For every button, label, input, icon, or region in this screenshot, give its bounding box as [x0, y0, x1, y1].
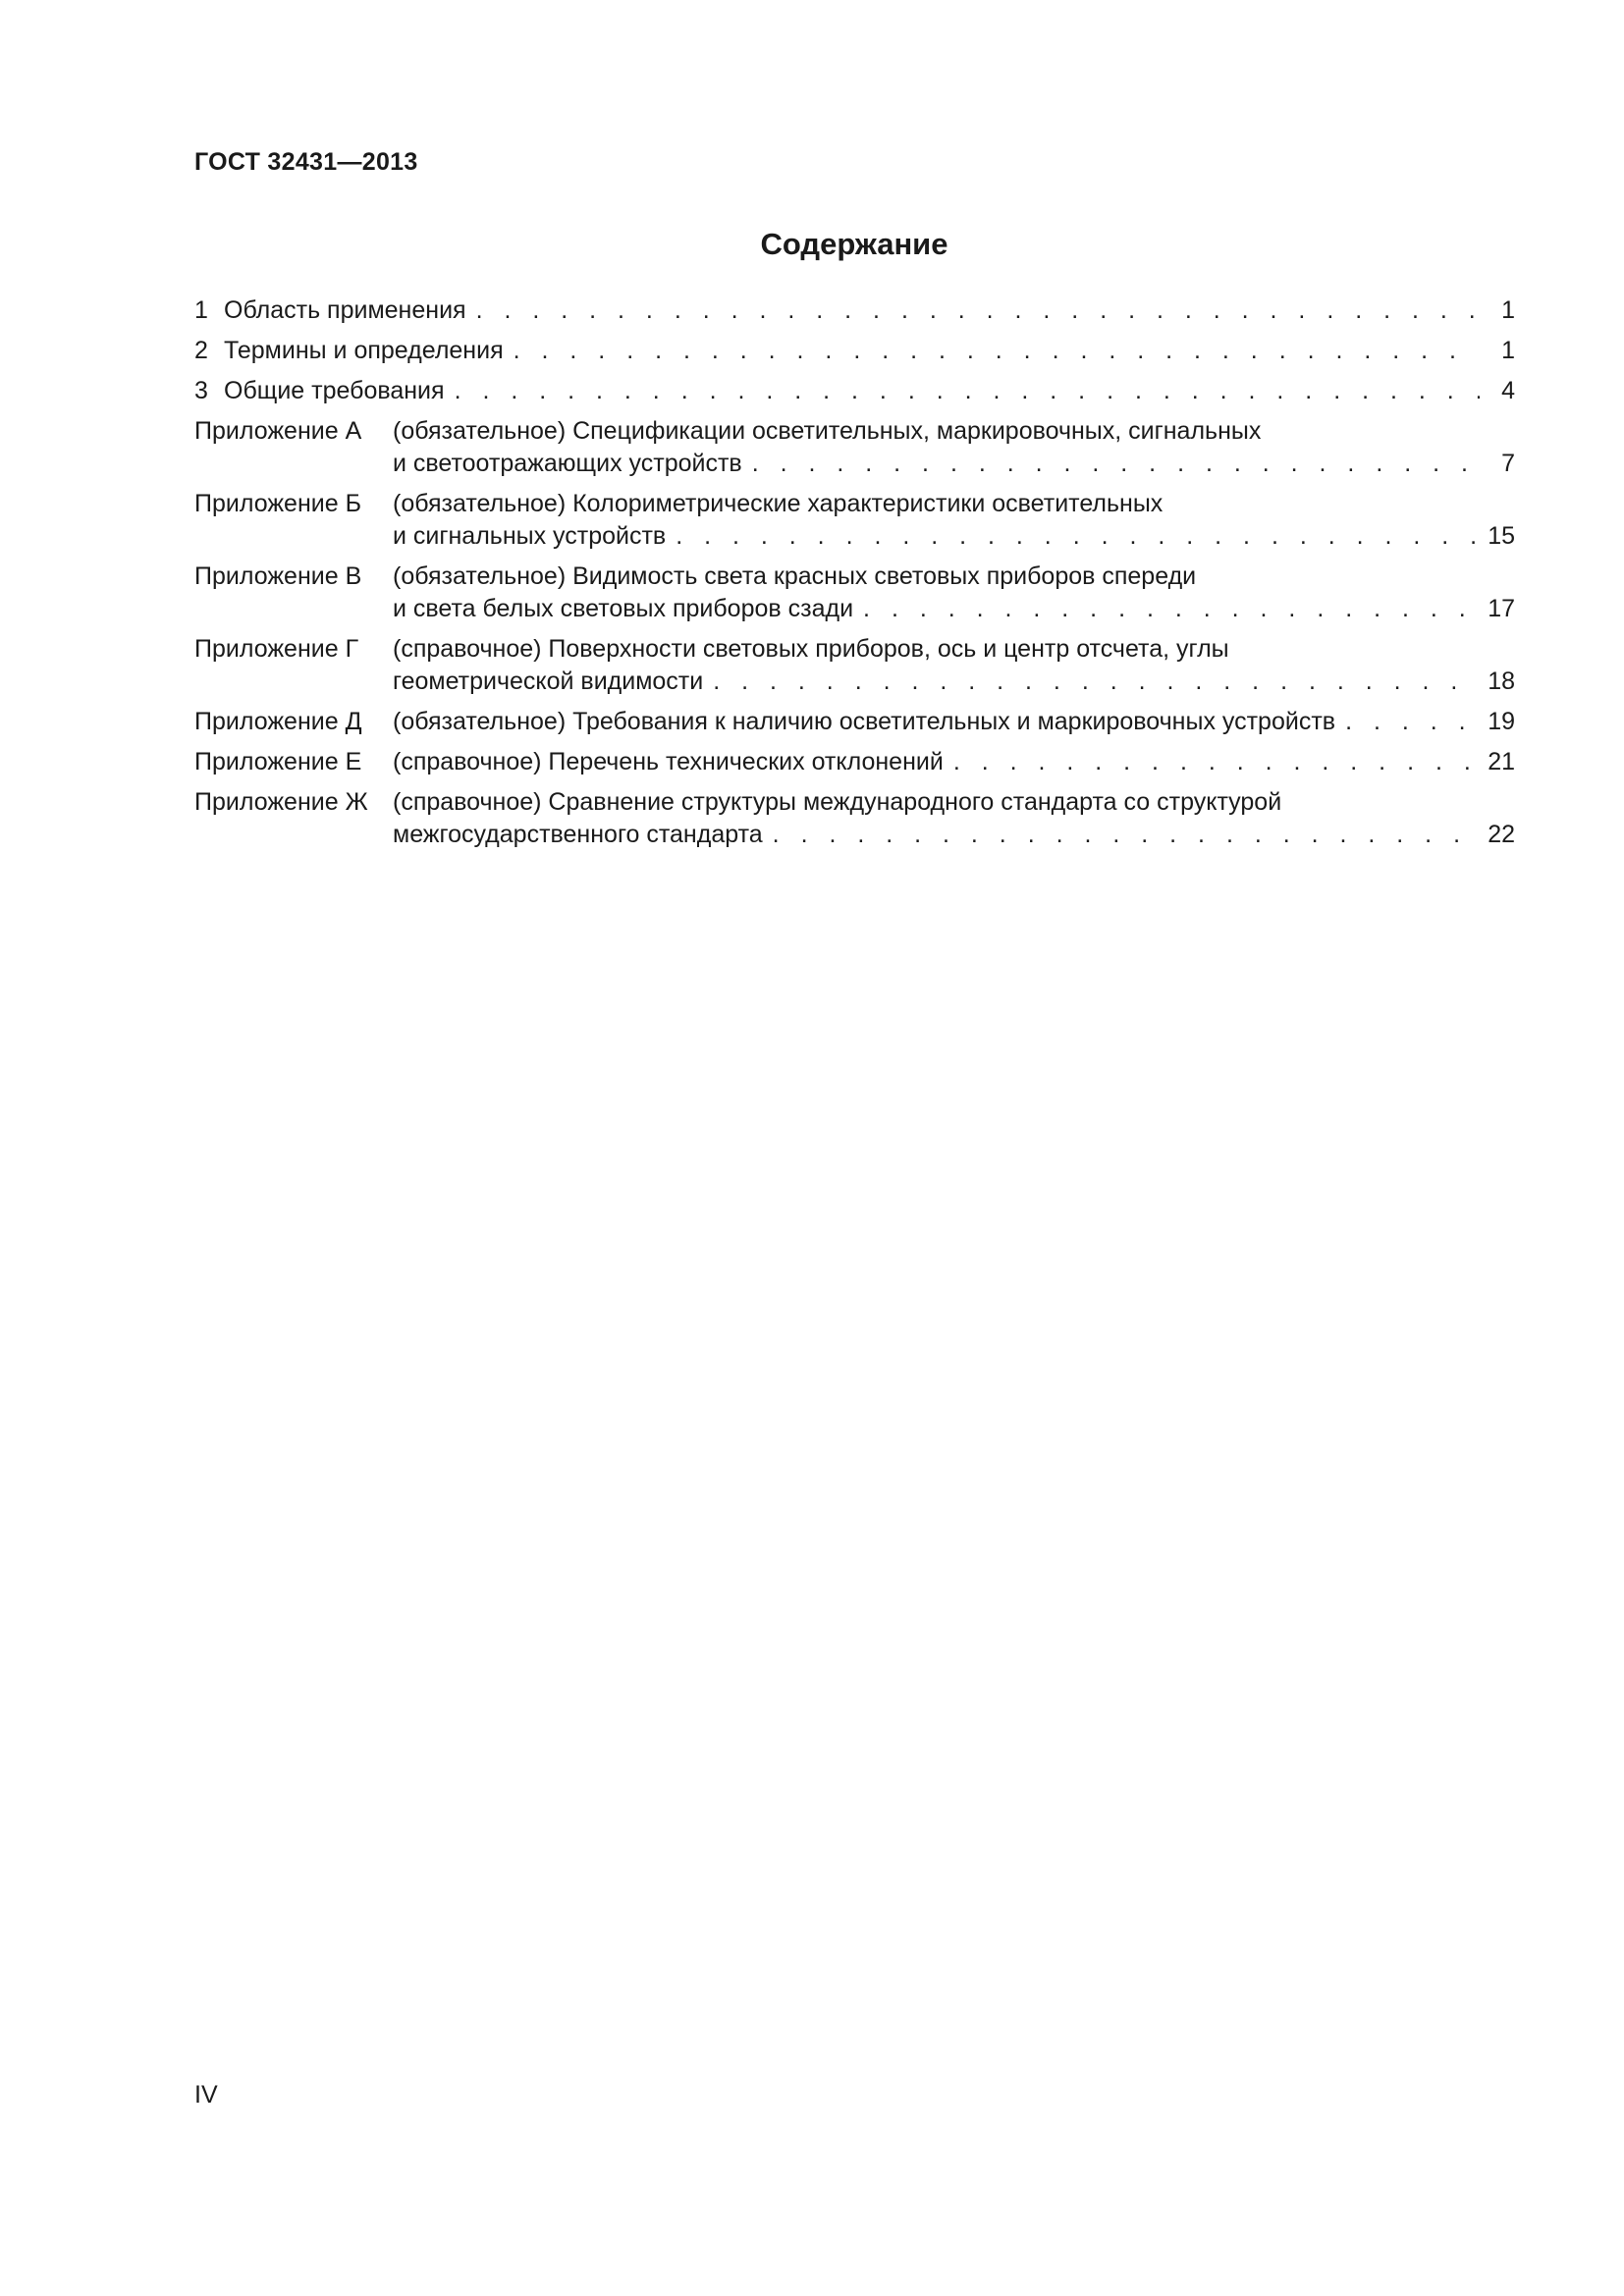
section-number: 1 — [194, 296, 208, 324]
annex-title-line: межгосударственного стандарта — [393, 821, 763, 848]
annex-title-line: и светоотражающих устройств — [393, 450, 742, 477]
section-title: Общие требования — [224, 377, 445, 404]
section-number: 3 — [194, 377, 208, 404]
toc-entry-annex-e[interactable] — [194, 746, 1515, 778]
annex-label: Приложение В — [194, 562, 362, 590]
dot-leader — [742, 448, 1480, 480]
dot-leader — [504, 335, 1480, 367]
page-ref: 21 — [1488, 748, 1515, 775]
annex-title-line: (справочное) Поверхности световых приборов, ось и центр отсчета, углы — [393, 635, 1229, 663]
page-ref: 1 — [1501, 337, 1515, 364]
dot-leader — [445, 375, 1480, 407]
annex-title-line: и света белых световых приборов сзади — [393, 595, 854, 622]
section-number: 2 — [194, 337, 208, 364]
page-ref: 22 — [1488, 821, 1515, 848]
section-title: Термины и определения — [224, 337, 504, 364]
dot-leader — [763, 819, 1480, 851]
toc-entry-section-2[interactable] — [194, 335, 1515, 367]
annex-label: Приложение Е — [194, 748, 362, 775]
annex-label: Приложение Д — [194, 708, 362, 735]
annex-title-line: (справочное) Сравнение структуры международного стандарта со структурой — [393, 788, 1282, 816]
toc-entry-annex-b[interactable] — [194, 488, 1515, 553]
toc-title: Содержание — [760, 227, 948, 261]
dot-leader — [666, 520, 1480, 553]
annex-label: Приложение А — [194, 417, 362, 445]
page-ref: 19 — [1488, 708, 1515, 735]
dot-leader — [853, 593, 1480, 625]
toc-entry-annex-g[interactable] — [194, 633, 1515, 698]
toc-entry-section-1[interactable] — [194, 294, 1515, 327]
page-ref: 18 — [1488, 667, 1515, 695]
toc-entry-annex-a[interactable] — [194, 415, 1515, 480]
page-number: IV — [194, 2081, 218, 2109]
annex-title-line: геометрической видимости — [393, 667, 704, 695]
annex-label: Приложение Г — [194, 635, 359, 663]
annex-label: Приложение Ж — [194, 788, 368, 816]
toc-entry-annex-d[interactable] — [194, 706, 1515, 738]
annex-title-line: и сигнальных устройств — [393, 522, 667, 550]
dot-leader — [703, 666, 1480, 698]
annex-title-line: (обязательное) Видимость света красных световых приборов спереди — [393, 562, 1197, 590]
page-ref: 15 — [1488, 522, 1515, 550]
dot-leader — [1335, 706, 1480, 738]
annex-title-line: (обязательное) Колориметрические характеристики осветительных — [393, 490, 1164, 517]
dot-leader — [944, 746, 1480, 778]
dot-leader — [466, 294, 1480, 327]
page-ref: 4 — [1501, 377, 1515, 404]
toc-entry-annex-v[interactable] — [194, 561, 1515, 625]
annex-title-line: (обязательное) Спецификации осветительных, маркировочных, сигнальных — [393, 417, 1262, 445]
annex-label: Приложение Б — [194, 490, 361, 517]
annex-title-line: (справочное) Перечень технических отклонений — [393, 748, 944, 775]
page-ref: 17 — [1488, 595, 1515, 622]
toc-entry-annex-zh[interactable] — [194, 786, 1515, 851]
document-code: ГОСТ 32431—2013 — [194, 148, 418, 176]
annex-title-line: (обязательное) Требования к наличию осветительных и маркировочных устройств — [393, 708, 1336, 735]
page-ref: 1 — [1501, 296, 1515, 324]
toc-entry-section-3[interactable] — [194, 375, 1515, 407]
section-title: Область применения — [224, 296, 466, 324]
page-ref: 7 — [1501, 450, 1515, 477]
table-of-contents — [194, 294, 1515, 851]
